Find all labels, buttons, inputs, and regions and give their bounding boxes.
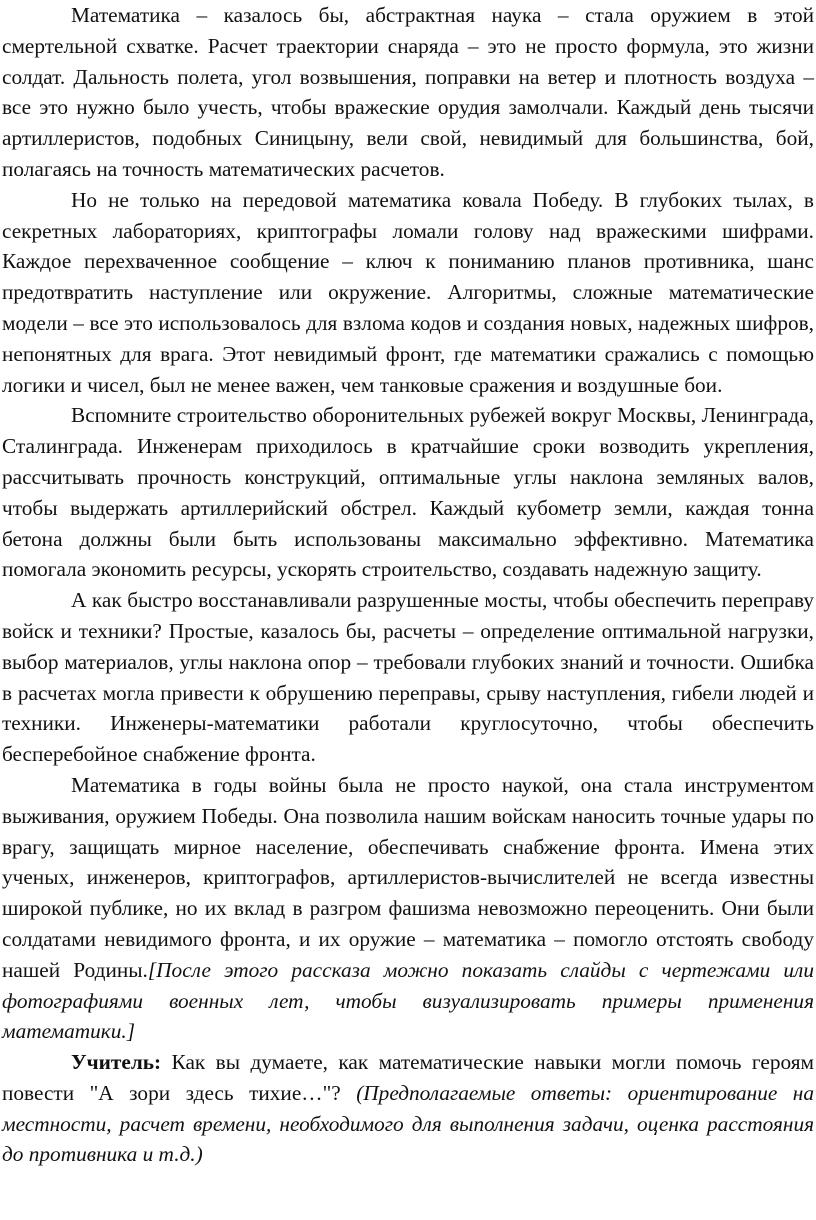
paragraph-conclusion [2,770,814,1047]
conclusion-text: Математика в годы войны была не просто наукой, она стала инструментом выживания, оружием Победы. Она позволила нашим войскам наносить точные удары по врагу, защищать мирное население, обеспечивать снабжение фронта. Имена этих ученых, инженеров, криптографов, артиллеристов-вычислителей не всегда известны широкой публике, но их вклад в разгром фашизма невозможно переоценить. Они были солдатами невидимого фронта, и их оружие – математика – помогло отстоять свободу нашей Родины. [2,772,814,982]
document-body [2,0,814,1170]
paragraph-fortifications: Вспомните строительство оборонительных рубежей вокруг Москвы, Ленинграда, Сталинграда. Инженерам приходилось в кратчайшие сроки возводить укрепления, рассчитывать прочность конструкций, оптимальные углы наклона земляных валов, чтобы выдержать артиллерийский обстрел. Каждый кубометр земли, каждая тонна бетона должны были быть использованы максимально эффективно. Математика помогала экономить ресурсы, ускорять строительство, создавать надежную защиту. [2,403,814,582]
paragraph-cryptography: Но не только на передовой математика ковала Победу. В глубоких тылах, в секретных лабораториях, криптографы ломали голову над вражескими шифрами. Каждое перехваченное сообщение – ключ к пониманию планов противника, шанс предотвратить наступление или окружение. Алгоритмы, сложные математические модели – все это использовалось для взлома кодов и создания новых, надежных шифров, непонятных для врага. Этот невидимый фронт, где математики сражались с помощью логики и чисел, был не менее важен, чем танковые сражения и воздушные бои. [2,187,814,397]
teacher-question: Как вы думаете, как математические навыки могли помочь героям повести "А зори здесь тихие…"? [2,1050,814,1105]
paragraph-teacher [2,1047,814,1170]
paragraph-artillery: Математика – казалось бы, абстрактная наука – стала оружием в этой смертельной схватке. Расчет траектории снаряда – это не просто формула, это жизни солдат. Дальность полета, угол возвышения, поправки на ветер и плотность воздуха – все это нужно было учесть, чтобы вражеские орудия замолчали. Каждый день тысячи артиллеристов, подобных Синицыну, вели свой, невидимый для большинства, бой, полагаясь на точность математических расчетов. [2,3,814,181]
expected-answers: (Предполагаемые ответы: ориентирование на местности, расчет времени, необходимого для выполнения задачи, оценка расстояния до противника и т.д.) [2,1080,815,1167]
teacher-label: Учитель: [71,1050,162,1075]
paragraph-bridges: А как быстро восстанавливали разрушенные мосты, чтобы обеспечить переправу войск и техники? Простые, казалось бы, расчеты – определение оптимальной нагрузки, выбор материалов, углы наклона опор – требовали глубоких знаний и точности. Ошибка в расчетах могла привести к обрушению переправы, срыву наступления, гибели людей и техники. Инженеры-математики работали круглосуточно, чтобы обеспечить бесперебойное снабжение фронта. [2,588,814,767]
slides-note: [После этого рассказа можно показать слайды с чертежами или фотографиями военных лет, чтобы визуализировать примеры применения математики.] [2,957,814,1044]
